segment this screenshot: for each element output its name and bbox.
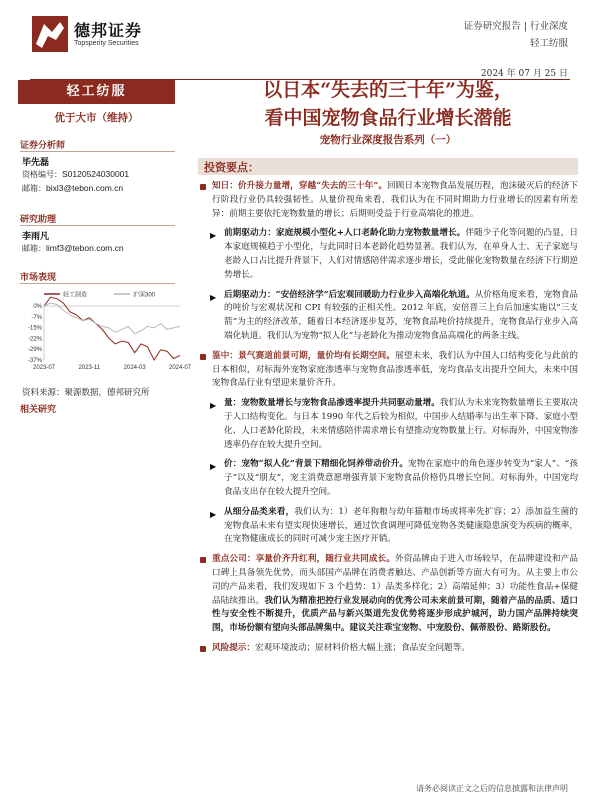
chart-source: 资料来源：聚源数据，德邦研究所 [22, 388, 150, 398]
company-logo [30, 14, 170, 54]
sidebar-divider [20, 225, 175, 226]
y-tick-label: -22% [27, 336, 42, 343]
triangle-bullet-icon: ▶ [210, 292, 217, 302]
industry-badge: 轻工纺服 [18, 80, 175, 104]
assistant-email [22, 243, 124, 254]
title-line-1: 以日本“失去的三十年”为鉴， [263, 79, 513, 101]
logo-mark-icon [30, 14, 70, 54]
bullet-text: 回顾日本宠物食品发展历程，泡沫破灭后的经济下行阶段行业仍具较强韧性。从量价视角来看，我们认为在不同时期助力行业增长的因素有所差异：前期主要依托宠物数量的增长；后期则受益于行业高端化的推进。 [212, 181, 578, 219]
bullet-point [200, 553, 578, 636]
title-line-2: 看中国宠物食品行业增长潜能 [264, 107, 512, 129]
y-tick-label: -15% [27, 325, 42, 332]
analyst-email-label: 邮箱： [22, 184, 46, 193]
y-tick-label: 0% [33, 304, 42, 310]
bullet-point [200, 642, 578, 656]
y-tick-label: -29% [27, 347, 42, 354]
series-line [44, 303, 180, 334]
sub-lead: 量：宠物数量增长与宠物食品渗透率提升共同驱动量增。 [224, 398, 440, 409]
report-date: 2024 年 07 月 25 日 [480, 69, 568, 79]
analyst-cert-value: S0120524030001 [62, 169, 130, 179]
sub-point [200, 397, 578, 452]
rating: 优于大市（维持） [54, 112, 139, 124]
report-type: 证券研究报告 | 行业深度 [463, 21, 568, 32]
sub-point [200, 289, 578, 344]
y-tick-label: -37% [27, 358, 42, 364]
analyst-email [22, 183, 123, 194]
disclaimer-footer: 请务必阅读正文之后的信息披露和法律声明 [416, 784, 568, 793]
report-meta [464, 18, 568, 52]
assistant-email-value[interactable]: limf3@tebon.com.cn [46, 243, 124, 253]
report-title [198, 74, 578, 148]
bullet-point [200, 180, 578, 221]
bullet-text: 宏观环境波动；原材料价格大幅上涨；食品安全问题等。 [254, 642, 470, 653]
legend-label: 沪深300 [133, 292, 156, 299]
bullet-square-icon [200, 646, 206, 652]
sub-point [200, 227, 578, 282]
analyst-cert [22, 169, 129, 180]
logo-name-en: Topsperity Securities [74, 40, 139, 47]
analyst-cert-label: 资格编号： [22, 170, 62, 179]
sub-text: 宠物在家庭中的角色逐步转变为“家人”、“孩子”以及“朋友”，宠主消费意愿增强背景下宠物食品价格仍具增长空间。对标海外，中国宠均食品支出存在较大提升空间。 [224, 459, 578, 497]
bullet-square-icon [200, 557, 206, 563]
sub-text: 我们认为未来宠物数量增长主要取决于人口结构变化。与日本 1990 年代之后较为相似，中国步入结婚率与出生率下降、家庭小型化、人口老龄化阶段，未来情感陪伴需求增长有望推动宠物数量上行。对标海外，中国宠物渗透率仍存在较大提升空间。 [224, 398, 578, 450]
bullet-lead: 知日：价升接力量增，穿越“失去的三十年”。 [212, 181, 388, 191]
sub-point [200, 458, 578, 499]
bullet-bold-text: 我们认为精准把控行业发展动向的优秀公司未来前景可期，随着产品的品质、适口性与安全性不断提升，优质产品与新兴渠道先发优势将逐步形成护城河，助力国产品牌持续突围，市场份额有望向头部品牌集中。建议关注乖宝宠物、中宠股份、佩蒂股份、路斯股份。 [212, 595, 578, 634]
analyst-name: 毕先磊 [22, 158, 50, 168]
sidebar-divider [20, 151, 175, 152]
logo-name-cn: 德邦证券 [74, 21, 143, 40]
sub-lead: 价：宠物“拟人化”背景下精细化饲养带动价升。 [224, 459, 409, 470]
bullet-lead: 鉴中：景气赛道前景可期，量价均有长期空间。 [212, 350, 396, 361]
sub-text: 从价格角度来看，宠物食品的吨价与宏观状况和 CPI 有较强的正相关性。2012 年底，安倍晋三上台后加速实施以“三支箭”为主的经济改革，随着日本经济逐步复苏，宠物食品吨价持续提升，宠物食品行业步入高端化轨道。我们认为宠物“拟人化”与老龄化为推动宠物食品高端化的两条主线。 [224, 289, 578, 341]
report-sector: 轻工纺服 [529, 38, 568, 49]
x-tick-label: 2023-11 [78, 365, 101, 371]
sub-lead: 后期驱动力：“安倍经济学”后宏观回暖助力行业步入高端化轨道。 [224, 289, 475, 300]
legend-label: 轻工制造 [63, 292, 88, 299]
bullet-text: 外资品牌由于进入市场较早，在品牌建设和产品口碑上具备领先优势，而头部国产品牌在消费者触达、产品创新等方面大有可为。从主要上市公司的产品来看，我们发现如下 3 个趋势：1）品类多样化；2）高端延伸；3）功能性食品+保健品陆续推出。 [212, 554, 578, 606]
bullet-square-icon [200, 184, 206, 190]
sub-point [200, 506, 578, 547]
summary-label: 投资要点： [204, 161, 259, 174]
report-body [200, 180, 578, 662]
bullet-lead: 重点公司：享量价齐升红利，随行业共同成长。 [212, 554, 396, 565]
triangle-bullet-icon: ▶ [210, 231, 217, 241]
assistant-email-label: 邮箱： [22, 244, 46, 253]
triangle-bullet-icon: ▶ [210, 401, 217, 411]
analyst-email-value[interactable]: bixl3@tebon.com.cn [46, 183, 124, 193]
sidebar-divider [20, 283, 175, 284]
y-tick-label: -7% [31, 314, 42, 321]
bullet-lead: 风险提示： [212, 642, 255, 653]
sub-text: 伴随少子化等问题的凸显，日本家庭规模趋于小型化，与此同时日本老龄化趋势显著。我们认为，在单身人士、无子家庭与老龄人口占比提升背景下，人们对情感陪伴需求逐步增长，受此催化宠物数量在经济下行期逆势增长。 [224, 228, 578, 280]
bullet-text: 展望未来，我们认为中国人口结构变化与此前的日本相似，对标海外宠物家庭渗透率与宠物食品渗透率低，宠均食品支出提升空间大，未来中国宠物食品行业有望迎来量价齐升。 [212, 350, 578, 389]
x-tick-label: 2023-07 [32, 365, 56, 371]
market-heading: 市场表现 [20, 273, 57, 283]
triangle-bullet-icon: ▶ [210, 462, 217, 472]
assistant-heading: 研究助理 [20, 215, 57, 225]
bullet-point [200, 350, 578, 391]
assistant-name: 李雨凡 [22, 232, 50, 242]
bullet-square-icon [200, 354, 206, 360]
sub-lead: 前期驱动力：家庭规模小型化+人口老龄化助力宠物数量增长。 [224, 228, 466, 239]
analyst-heading: 证券分析师 [20, 141, 66, 151]
related-research-heading: 相关研究 [20, 405, 57, 415]
sub-text: 我们认为：1）老年狗粮与幼年猫粮市场或将率先扩容；2）添加益生菌的宠物食品未来有望实现快速增长，通过饮食调理可降低宠物各类健康隐患演变为疾病的概率，在宠物健康成长的同时可减少宠主医疗开销。 [224, 506, 578, 545]
series-subtitle: 宠物行业深度报告系列（一） [319, 134, 457, 146]
x-tick-label: 2024-03 [123, 365, 146, 371]
sub-lead: 从细分品类来看， [224, 506, 295, 517]
triangle-bullet-icon: ▶ [210, 509, 217, 519]
market-performance-chart [20, 288, 192, 378]
x-tick-label: 2024-07 [168, 365, 192, 371]
series-line [44, 297, 180, 360]
